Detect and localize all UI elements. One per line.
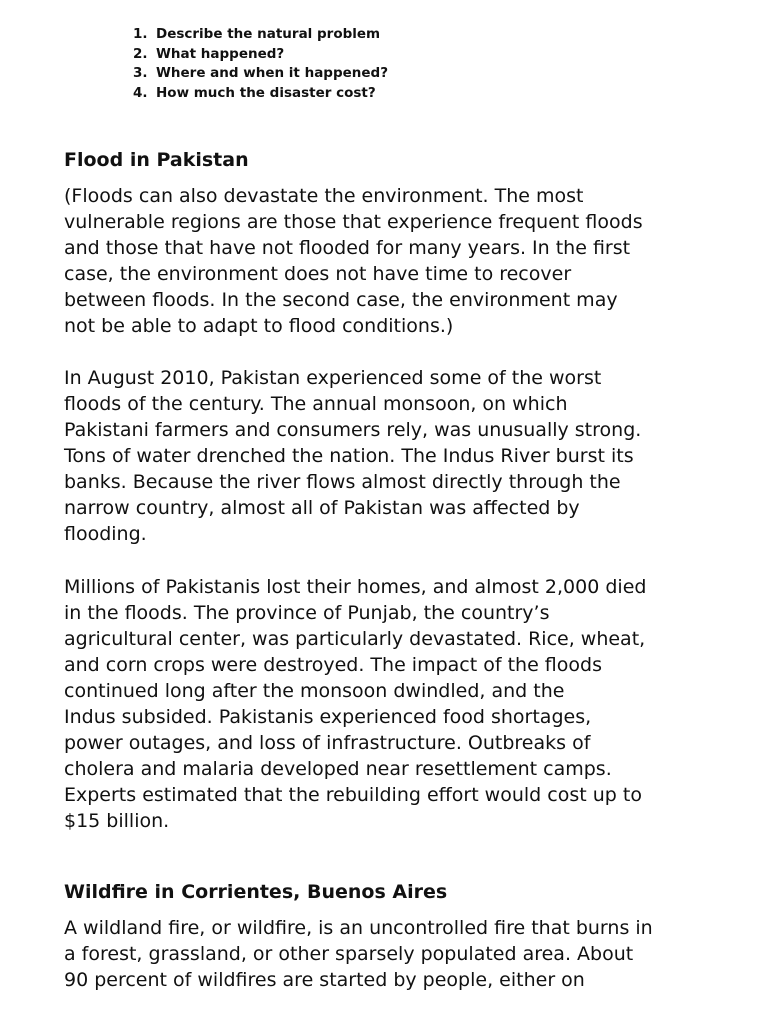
text-line: 90 percent of wildfires are started by people, either on — [64, 969, 585, 991]
flood-paragraph-2 — [64, 365, 744, 547]
text-line: continued long after the monsoon dwindled, and the — [64, 680, 565, 702]
question-number: 2. — [133, 45, 148, 62]
text-line: Indus subsided. Pakistanis experienced food shortages, — [64, 706, 592, 728]
text-line: agricultural center, was particularly devastated. Rice, wheat, — [64, 628, 646, 650]
flood-paragraph-1 — [64, 183, 744, 339]
question-text: How much the disaster cost? — [156, 85, 376, 102]
question-item — [133, 45, 388, 65]
text-line: narrow country, almost all of Pakistan was affected by — [64, 497, 580, 519]
text-line: power outages, and loss of infrastructure. Outbreaks of — [64, 732, 591, 754]
text-line: and corn crops were destroyed. The impact of the floods — [64, 654, 602, 676]
wildfire-paragraph-1 — [64, 915, 744, 993]
text-line: cholera and malaria developed near resettlement camps. — [64, 758, 612, 780]
question-item — [133, 25, 388, 45]
question-item — [133, 84, 388, 104]
text-line: floods of the century. The annual monsoon, on which — [64, 393, 568, 415]
text-line: $15 billion. — [64, 810, 170, 832]
text-line: (Floods can also devastate the environment. The most — [64, 185, 584, 207]
text-line: and those that have not flooded for many years. In the first — [64, 237, 631, 259]
text-line: Millions of Pakistanis lost their homes, and almost 2,000 died — [64, 576, 647, 598]
question-number: 3. — [133, 65, 148, 82]
text-line: banks. Because the river flows almost directly through the — [64, 471, 621, 493]
flood-section-title: Flood in Pakistan — [64, 149, 249, 171]
text-line: Experts estimated that the rebuilding effort would cost up to — [64, 784, 642, 806]
question-text: Where and when it happened? — [156, 65, 389, 82]
question-number: 1. — [133, 26, 148, 42]
text-line: in the floods. The province of Punjab, the country’s — [64, 602, 550, 624]
question-list — [133, 25, 388, 104]
text-line: vulnerable regions are those that experience frequent floods — [64, 211, 643, 233]
text-line: In August 2010, Pakistan experienced some of the worst — [64, 367, 602, 389]
text-line: not be able to adapt to flood conditions.) — [64, 315, 454, 337]
text-line: case, the environment does not have time to recover — [64, 263, 572, 285]
text-line: flooding. — [64, 523, 147, 545]
text-line: A wildland fire, or wildfire, is an uncontrolled fire that burns in — [64, 917, 653, 939]
question-text: Describe the natural problem — [156, 26, 381, 42]
text-line: Pakistani farmers and consumers rely, was unusually strong. — [64, 419, 642, 441]
question-text: What happened? — [156, 45, 285, 62]
text-line: a forest, grassland, or other sparsely populated area. About — [64, 943, 634, 965]
wildfire-section-title: Wildfire in Corrientes, Buenos Aires — [64, 881, 448, 903]
question-item — [133, 64, 388, 84]
question-number: 4. — [133, 85, 148, 102]
flood-paragraph-3 — [64, 574, 744, 834]
text-line: Tons of water drenched the nation. The Indus River burst its — [64, 445, 634, 467]
text-line: between floods. In the second case, the environment may — [64, 289, 618, 311]
